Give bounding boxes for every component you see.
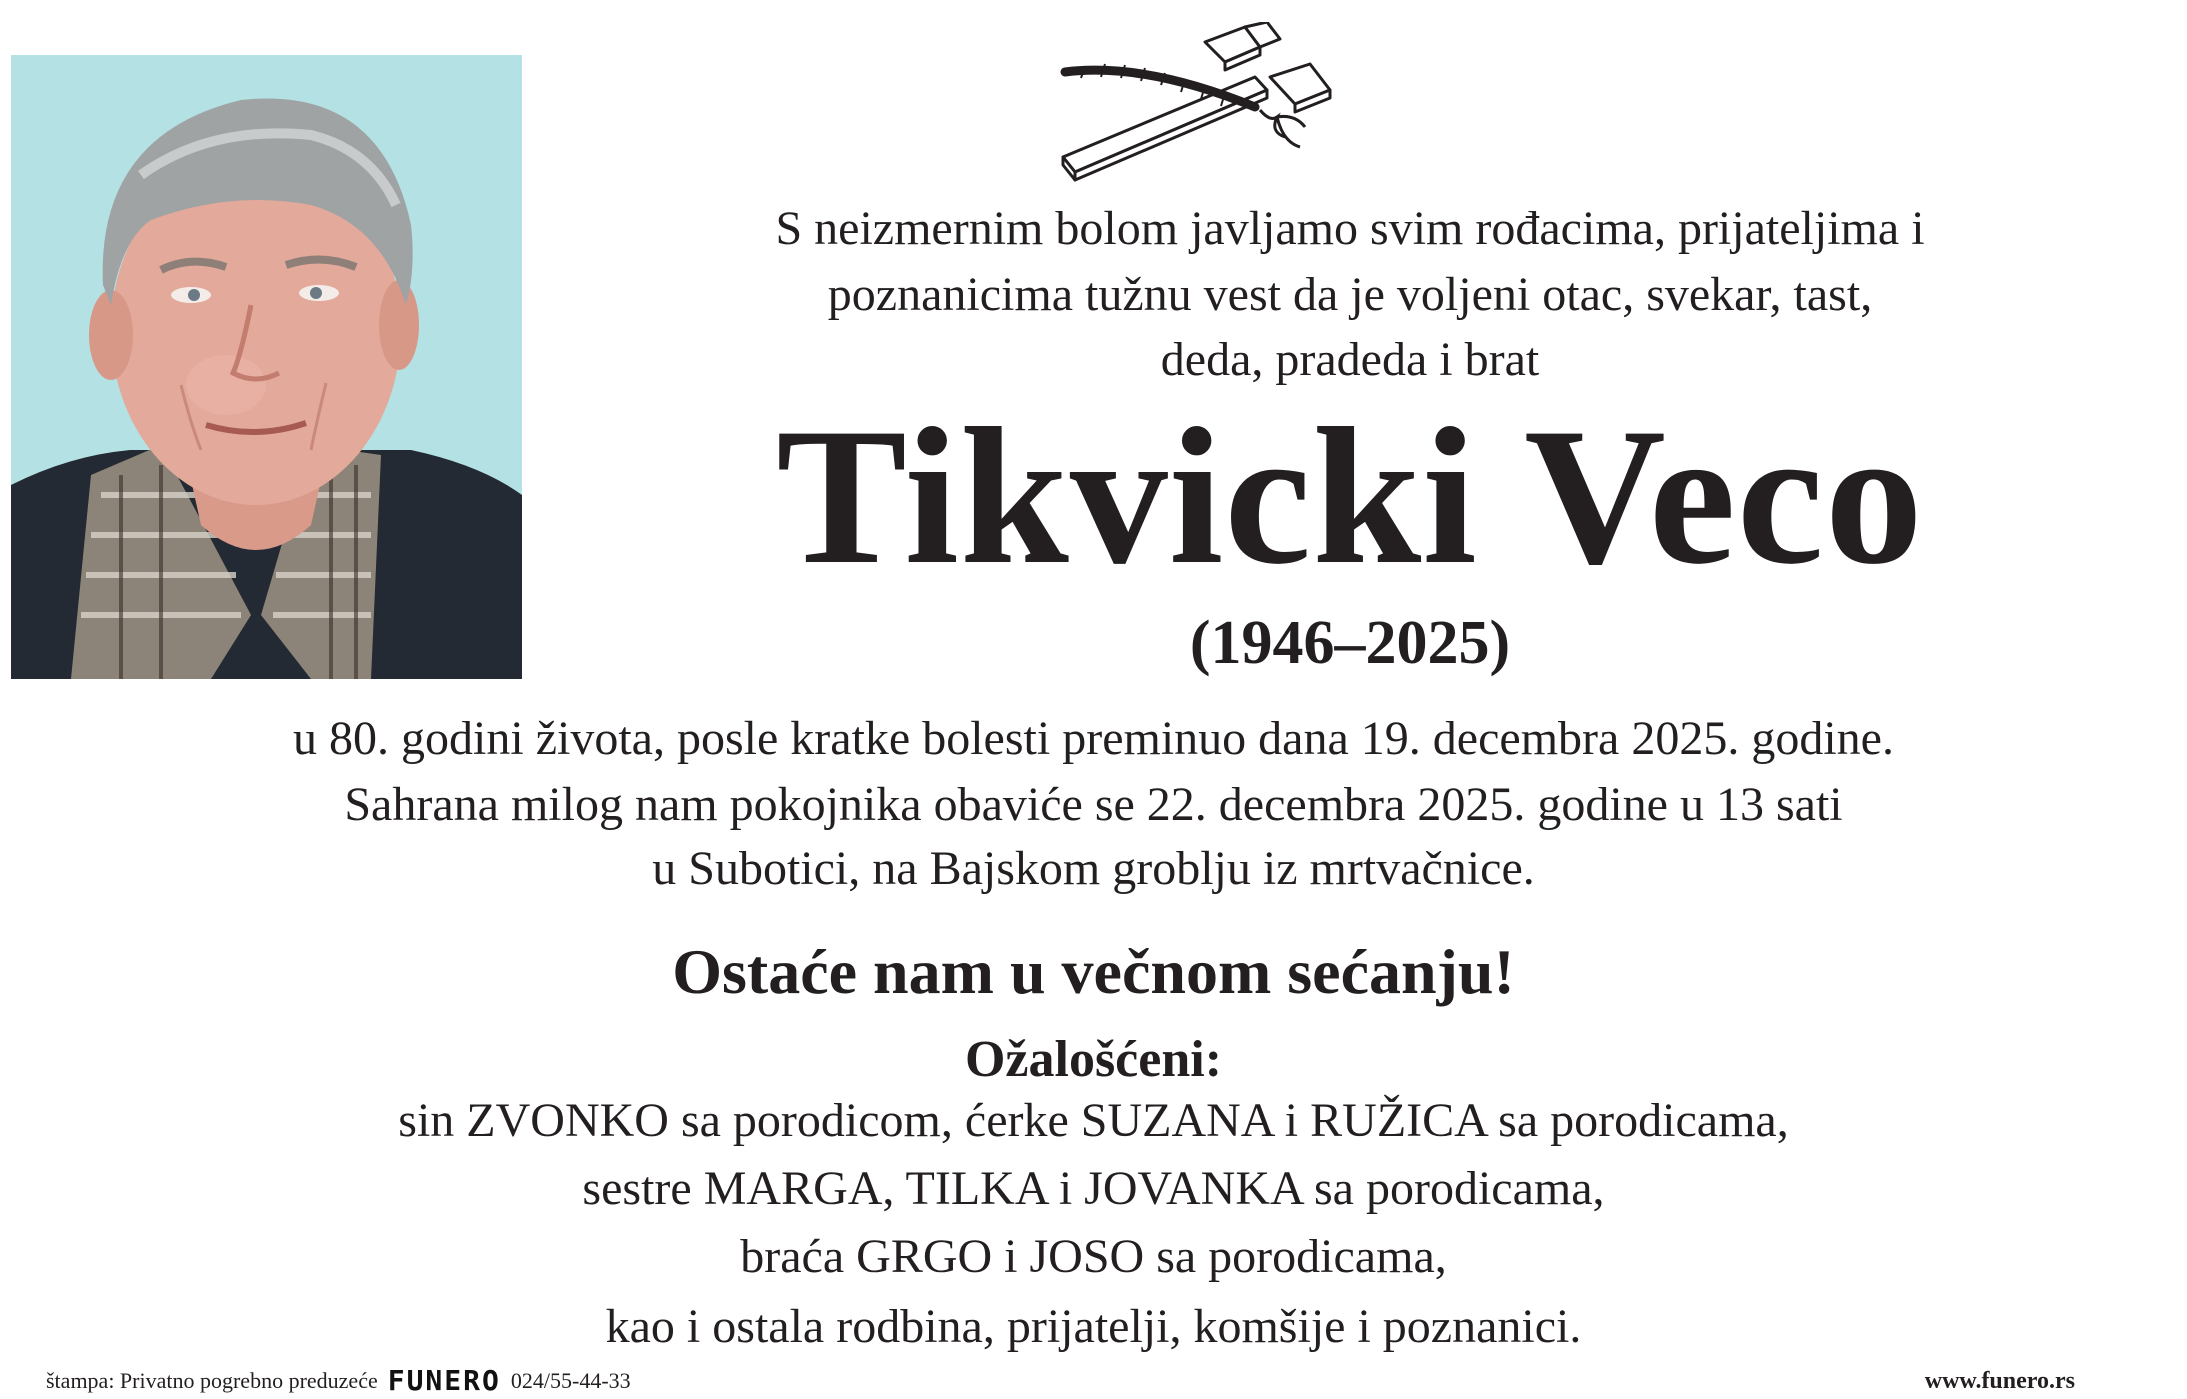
mourners-line: kao i ostala rodbina, prijatelji, komšije i poznanici.: [605, 1300, 1582, 1353]
intro-line: deda, pradeda i brat: [1160, 333, 1540, 386]
phone-number: 024/55-44-33: [510, 1368, 631, 1393]
mourners-heading: Ožalošćeni:: [964, 1031, 1223, 1088]
deceased-years: (1946–2025): [1189, 609, 1511, 677]
details-line: u 80. godini života, posle kratke bolesti preminuo dana 19. decembra 2025. godine.: [293, 712, 1894, 765]
intro-line: S neizmernim bolom javljamo svim rođacima, prijateljima i: [775, 202, 1925, 255]
print-label: štampa: Privatno pogrebno preduzeće: [46, 1368, 378, 1393]
mourners-line: sin ZVONKO sa porodicom, ćerke SUZANA i RUŽICA sa porodicama,: [398, 1094, 1789, 1147]
mourners-line: braća GRGO i JOSO sa porodicama,: [740, 1230, 1447, 1283]
website-link[interactable]: www.funero.rs: [1924, 1368, 2075, 1394]
portrait-photo-icon: [11, 55, 522, 679]
remembrance-line: Ostaće nam u večnom sećanju!: [672, 936, 1515, 1007]
intro-line: poznanicima tužnu vest da je voljeni otac, svekar, tast,: [827, 268, 1873, 321]
deceased-portrait-photo: [11, 55, 522, 679]
deceased-name: Tikvicki Veco: [776, 388, 1924, 605]
print-credit: [46, 1364, 631, 1397]
cross-with-palm-frond-icon: [1055, 22, 1345, 182]
details-line: u Subotici, na Bajskom groblju iz mrtvačnice.: [652, 842, 1535, 895]
details-line: Sahrana milog nam pokojnika obaviće se 22. decembra 2025. godine u 13 sati: [344, 778, 1843, 831]
funero-logo: FUNERO: [387, 1364, 501, 1397]
mourners-line: sestre MARGA, TILKA i JOVANKA sa porodicama,: [582, 1162, 1605, 1215]
